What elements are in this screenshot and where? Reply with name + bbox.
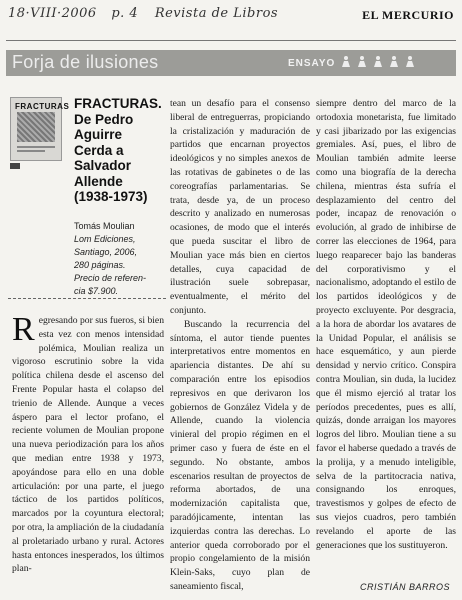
article-paragraph: egresando por sus fueros, si bien esta vez con menos intensidad polémica, Moulian realiza un vigoroso escrutinio sobre la vida política chilena desde el ascenso del Frente Popular hasta el colapso del trienio de Allende. Aunque a veces áspero para el lector profano, el reciente volumen de Moulian propone una nueva periodización para los años que median entre 1938 y 1973, apoyándose para ello en una doble articulación: por una parte, el juego táctico de los partidos políticos, marcados por la coyuntura electoral; por otra, la ampliación de la ciudadanía al proletariado urbano y rural. Actores hasta entonces inesperados, los últimos plan- (12, 315, 164, 575)
article-paragraph: Buscando la recurrencia del síntoma, el autor tiende puentes interpretativos entre momentos en apariencia distantes. De ahí su comparación entre los episodios represivos en que derivaron los gobiernos de González Videla y de Allende, cuando la violencia vinieral del propio régimen en el primer caso y fuera de éste en el segundo. No obstante, ambos escenarios resultan de proyectos de reforma abortados, de una modernización capitalista que, paradójicamente, intentan las izquierdas contra las derechas. Lo anterior queda corroborado por el propio congelamiento de la misión Klein-Saks, cuyo plan de saneamiento fiscal, (170, 318, 310, 592)
newspaper-logo: EL MERCURIO (362, 8, 454, 22)
book-author: Tomás Moulian (74, 221, 135, 231)
handwritten-source: Revista de Libros (154, 6, 279, 21)
book-title-line: FRACTURAS. (74, 96, 162, 111)
drop-cap: R (12, 311, 35, 348)
handwritten-note (8, 6, 278, 21)
publisher-logo-icon (10, 163, 20, 169)
cover-title: FRACTURAS (15, 102, 70, 111)
figure-icon (372, 55, 384, 67)
article-column-2 (170, 97, 310, 594)
book-title-line: Allende (74, 173, 123, 189)
article-paragraph: tean un desafío para el consenso liberal de entreguerras, propiciando la cristalización y maduración de partidos que encarnan proyectos ideológicos y no simples anexos de las rotativas de gabinetes o de las coreografías parlamentarias. Se trata, desde ya, de un proceso descrito y analizado en numerosas ocasiones, de modo que el interés que pueda suscitar el libro de Moulian yace más bien en ciertos detalles, cuya capacidad de ilustración suele sobrepasar, eventualmente, el mérito del conjunto. (170, 98, 310, 316)
book-title-line: Salvador (74, 158, 132, 173)
figure-icon (356, 55, 368, 67)
article-column-3 (316, 97, 456, 552)
book-title-line: Cerda a (74, 142, 124, 158)
book-title (74, 96, 162, 205)
book-title-line: (1938-1973) (74, 189, 148, 204)
book-pages: 280 páginas. (74, 260, 126, 270)
article-paragraph: siempre dentro del marco de la ortodoxia monetarista, fue limitado y casi jibarizado por las exigencias gremiales. Así, pues, el libro de Moulian también admite leerse como una biografía de la derecha chilena, mientras ésta sufría el desplazamiento del centro del poder, incapaz de renovación o evolución, al grado de inhibirse de correr las elecciones de 1964, para luego reaparecer bajo las banderas del corporativismo y el nacionalismo, adoptando el estilo de los partidos ideológicos y de proyecto excluyente. Por desgracia, a la hora de abordar los avatares de la Unidad Popular, el análisis se hace esquemático, y aun pierde densidad y nervio crítico. Conspira contra Moulian, sin duda, la lucidez que él mismo ejerció al tratar los períodos precedentes, pues es allí, quizás, donde arraigan los mayores logros del libro. Moulian tiene a su favor el haberse quedado a través de la prolija, y a menudo inteligible, selva de la partitocracia nativa, consignando los enroques, travestismos y golpes de efecto de sus viejos cuadros, pero también revelando el aporte de las generaciones que los sustituyeron. (316, 98, 456, 551)
rating-icons (340, 55, 416, 67)
handwritten-page: p. 4 (111, 6, 139, 21)
book-place-year: Santiago, 2006, (74, 247, 138, 257)
header-divider (6, 40, 456, 41)
handwritten-date: 18·VIII·2006 (8, 6, 97, 21)
cover-text-line (17, 146, 55, 148)
info-divider (8, 298, 166, 299)
article-column-1 (12, 311, 164, 576)
figure-icon (340, 55, 352, 67)
book-price-cont: cia $7.900. (74, 286, 119, 296)
book-cover (10, 97, 70, 161)
cover-illustration (17, 112, 55, 142)
cover-text-line (17, 150, 45, 152)
figure-icon (388, 55, 400, 67)
section-tag: ENSAYO (288, 58, 336, 69)
book-details (74, 220, 162, 298)
book-title-line: Aguirre (74, 127, 123, 142)
book-title-line: De Pedro (74, 111, 134, 127)
book-price: Precio de referen- (74, 273, 147, 283)
section-title: Forja de ilusiones (12, 52, 159, 72)
author-byline: CRISTIÁN BARROS (359, 582, 450, 592)
book-publisher: Lom Ediciones, (74, 234, 136, 244)
figure-icon (404, 55, 416, 67)
